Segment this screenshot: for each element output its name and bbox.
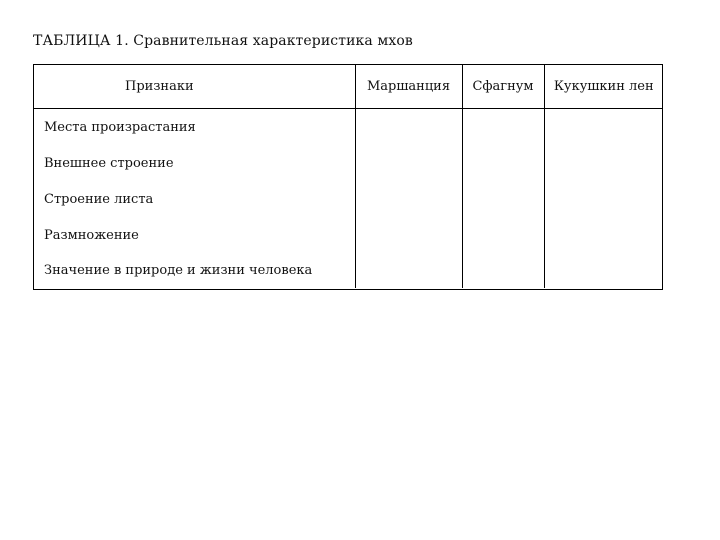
row-label: Значение в природе и жизни человека (44, 263, 313, 278)
row-label: Строение листа (44, 191, 154, 207)
row-label: Места произрастания (44, 119, 196, 135)
row-label: Размножение (44, 227, 139, 243)
table-border (33, 64, 663, 290)
header-sphagnum: Сфагнум (462, 64, 544, 109)
row-label: Внешнее строение (44, 155, 174, 171)
header-polytrichum: Кукушкин лен (544, 64, 663, 109)
table-title: ТАБЛИЦА 1. Сравнительная характеристика мхов (33, 33, 413, 49)
header-marchantia: Маршанция (355, 64, 462, 109)
header-features: Признаки (33, 64, 355, 109)
